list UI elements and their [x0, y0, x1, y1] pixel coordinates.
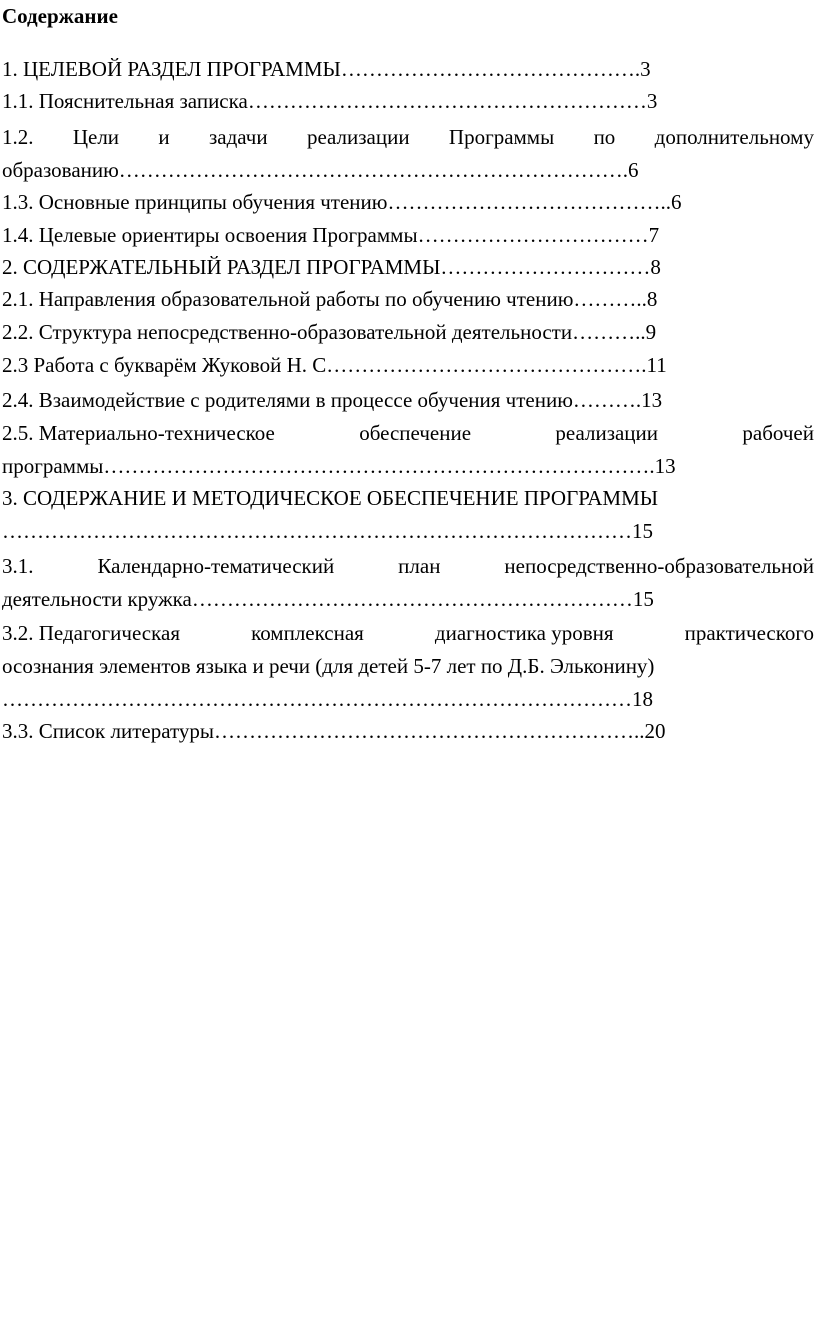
toc-word: 1.2.: [2, 125, 34, 149]
toc-word: комплексная: [251, 621, 364, 645]
toc-word: 3.2. Педагогическая: [2, 621, 180, 645]
toc-word: дополнительному: [654, 125, 814, 149]
toc-entry-2-5: [2, 421, 814, 445]
toc-entry-2: 2. СОДЕРЖАТЕЛЬНЫЙ РАЗДЕЛ ПРОГРАММЫ…………………………8: [2, 255, 661, 279]
toc-entry-3-1-cont: деятельности кружка………………………………………………………15: [2, 587, 654, 611]
toc-entry-2-5-cont: программы…………………………………………………………………….13: [2, 454, 676, 478]
toc-word: непосредственно-образовательной: [504, 554, 814, 578]
toc-entry-1-2: [2, 125, 814, 149]
toc-entry-3-cont: ………………………………………………………………………………15: [2, 519, 653, 543]
toc-entry-3: 3. СОДЕРЖАНИЕ И МЕТОДИЧЕСКОЕ ОБЕСПЕЧЕНИЕ ПРОГРАММЫ: [2, 486, 659, 510]
toc-word: по: [593, 125, 616, 149]
toc-word: реализации: [306, 125, 410, 149]
toc-entry-3-1: [2, 554, 814, 578]
toc-entry-3-2-cont: осознания элементов языка и речи (для детей 5-7 лет по Д.Б. Эльконину): [2, 654, 655, 678]
toc-word: 3.1.: [2, 554, 34, 578]
toc-entry-1-2-cont: образованию……………………………………………………………….6: [2, 158, 639, 182]
toc-word: Цели: [72, 125, 120, 149]
toc-word: реализации: [555, 421, 659, 445]
toc-word: и: [158, 125, 170, 149]
toc-entry-1-1: 1.1. Пояснительная записка…………………………………………………3: [2, 89, 658, 113]
toc-entry-2-4: 2.4. Взаимодействие с родителями в процессе обучения чтению……….13: [2, 388, 663, 412]
toc-word: практического: [684, 621, 814, 645]
toc-word: Программы: [448, 125, 555, 149]
toc-entry-1-3: 1.3. Основные принципы обучения чтению…………………………………..6: [2, 190, 682, 214]
toc-word: 2.5. Материально-техническое: [2, 421, 275, 445]
toc-word: Календарно-тематический: [97, 554, 335, 578]
toc-entry-3-3: 3.3. Список литературы……………………………………………………..20: [2, 719, 666, 743]
toc-heading: Содержание: [2, 4, 118, 28]
toc-entry-2-1: 2.1. Направления образовательной работы по обучению чтению………..8: [2, 287, 658, 311]
toc-word: план: [398, 554, 441, 578]
toc-word: обеспечение: [359, 421, 472, 445]
toc-entry-3-2: [2, 621, 814, 645]
toc-entry-1: 1. ЦЕЛЕВОЙ РАЗДЕЛ ПРОГРАММЫ…………………………………….3: [2, 57, 651, 81]
toc-word: рабочей: [742, 421, 814, 445]
toc-entry-3-2-cont-2: ………………………………………………………………………………18: [2, 687, 653, 711]
toc-entry-2-2: 2.2. Структура непосредственно-образовательной деятельности………..9: [2, 320, 657, 344]
toc-entry-1-4: 1.4. Целевые ориентиры освоения Программы……………………………7: [2, 223, 660, 247]
toc-word: задачи: [209, 125, 268, 149]
toc-entry-2-3: 2.3 Работа с букварём Жуковой Н. С……………………………………….11: [2, 353, 667, 377]
toc-word: диагностика уровня: [434, 621, 614, 645]
